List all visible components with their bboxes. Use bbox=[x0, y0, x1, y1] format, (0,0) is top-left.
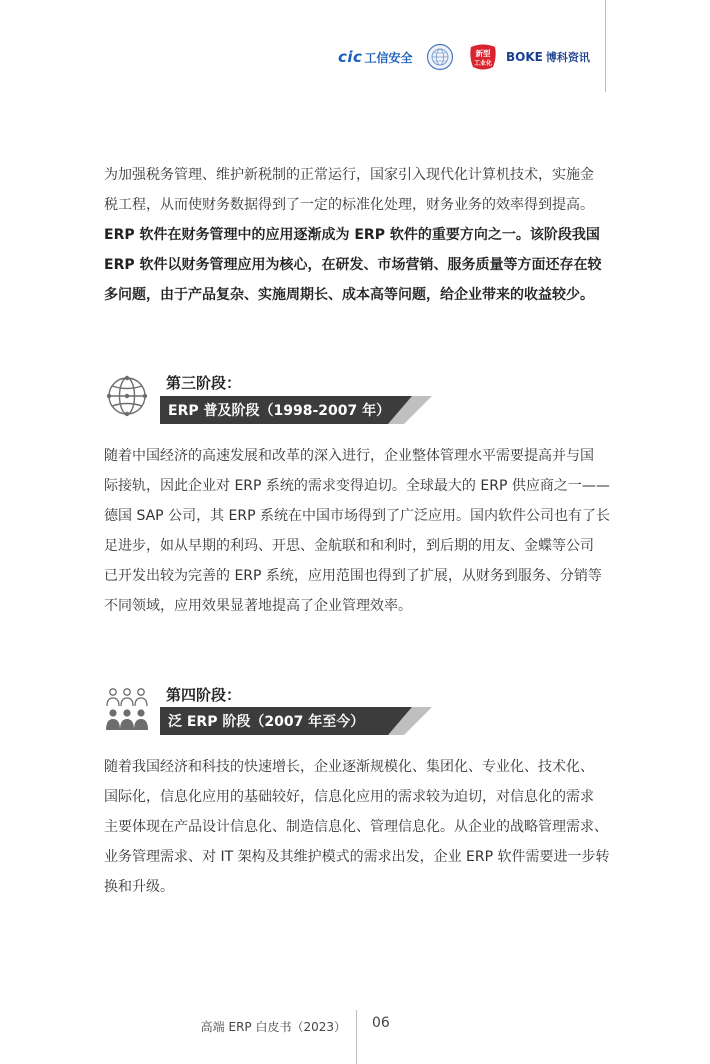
stage3-paragraph bbox=[104, 441, 609, 621]
intro-bold-line-2: ERP 软件以财务管理应用为核心，在研发、市场营销、服务质量等方面还存在较 bbox=[104, 257, 602, 273]
cic-logo bbox=[338, 48, 412, 66]
cic-logo-text: cic bbox=[338, 48, 363, 66]
xinxing-line1: 新型 bbox=[475, 49, 491, 58]
boke-logo-text: BOKE bbox=[506, 50, 543, 64]
stage3-line-5: 已开发出较为完善的 ERP 系统，应用范围也得到了扩展，从财务到服务、分销等 bbox=[104, 568, 602, 584]
boke-logo bbox=[506, 49, 590, 65]
stage4-line-4: 业务管理需求、对 IT 架构及其维护模式的需求出发，企业 ERP 软件需要进一步转 bbox=[104, 849, 610, 865]
stage4-line-5: 换和升级。 bbox=[104, 879, 174, 895]
stage4-line-3: 主要体现在产品设计信息化、制造信息化、管理信息化。从企业的战略管理需求、 bbox=[104, 819, 608, 835]
globe-network-icon bbox=[104, 373, 150, 419]
stage3-banner bbox=[160, 396, 440, 424]
intro-bold-line-3: 多问题，由于产品复杂、实施周期长、成本高等问题，给企业带来的收益较少。 bbox=[104, 287, 594, 303]
intro-line-2: 税工程，从而使财务数据得到了一定的标准化处理，财务业务的效率得到提高。 bbox=[104, 197, 594, 213]
footer-title: 高端 ERP 白皮书（2023） bbox=[200, 1020, 346, 1034]
intro-line-1: 为加强税务管理、维护新税制的正常运行，国家引入现代化计算机技术，实施金 bbox=[104, 167, 594, 183]
xinxing-line2: 工业化 bbox=[473, 60, 493, 67]
header-divider bbox=[605, 0, 606, 92]
stage3-line-6: 不同领域，应用效果显著地提高了企业管理效率。 bbox=[104, 598, 412, 614]
stage3-line-3: 德国 SAP 公司，其 ERP 系统在中国市场得到了广泛应用。国内软件公司也有了长 bbox=[104, 508, 610, 524]
boke-logo-cn: 博科资讯 bbox=[545, 51, 590, 64]
intro-bold-line-1: ERP 软件在财务管理中的应用逐渐成为 ERP 软件的重要方向之一。该阶段我国 bbox=[104, 227, 600, 243]
people-group-icon bbox=[104, 686, 150, 732]
stage4-line-2: 国际化，信息化应用的基础较好，信息化应用的需求较为迫切，对信息化的需求 bbox=[104, 789, 594, 805]
cic-logo-cn: 工信安全 bbox=[364, 51, 413, 65]
footer-divider bbox=[356, 1010, 357, 1064]
stage3-line-1: 随着中国经济的高速发展和改革的深入进行，企业整体管理水平需要提高并与国 bbox=[104, 448, 594, 464]
xinxing-gongyehua-logo bbox=[468, 43, 498, 71]
stage3-label: 第三阶段： bbox=[166, 374, 242, 392]
stage4-line-1: 随着我国经济和科技的快速增长，企业逐渐规模化、集团化、专业化、技术化、 bbox=[104, 759, 594, 775]
page-number: 06 bbox=[372, 1015, 390, 1031]
stage4-banner bbox=[160, 707, 440, 735]
stage4-banner-text: 泛 ERP 阶段（2007 年至今） bbox=[168, 714, 365, 730]
stage3-banner-text: ERP 普及阶段（1998-2007 年） bbox=[168, 403, 391, 419]
stage4-paragraph bbox=[104, 752, 609, 902]
header-logos bbox=[338, 42, 598, 76]
intro-paragraph bbox=[104, 160, 609, 310]
stage3-line-2: 际接轨，因此企业对 ERP 系统的需求变得迫切。全球最大的 ERP 供应商之一—— bbox=[104, 478, 610, 494]
stage3-line-4: 足进步，如从早期的利玛、开思、金航联和和利时，到后期的用友、金蝶等公司 bbox=[104, 538, 594, 554]
stage4-label: 第四阶段： bbox=[166, 686, 242, 704]
globe-seal-icon bbox=[426, 43, 454, 71]
